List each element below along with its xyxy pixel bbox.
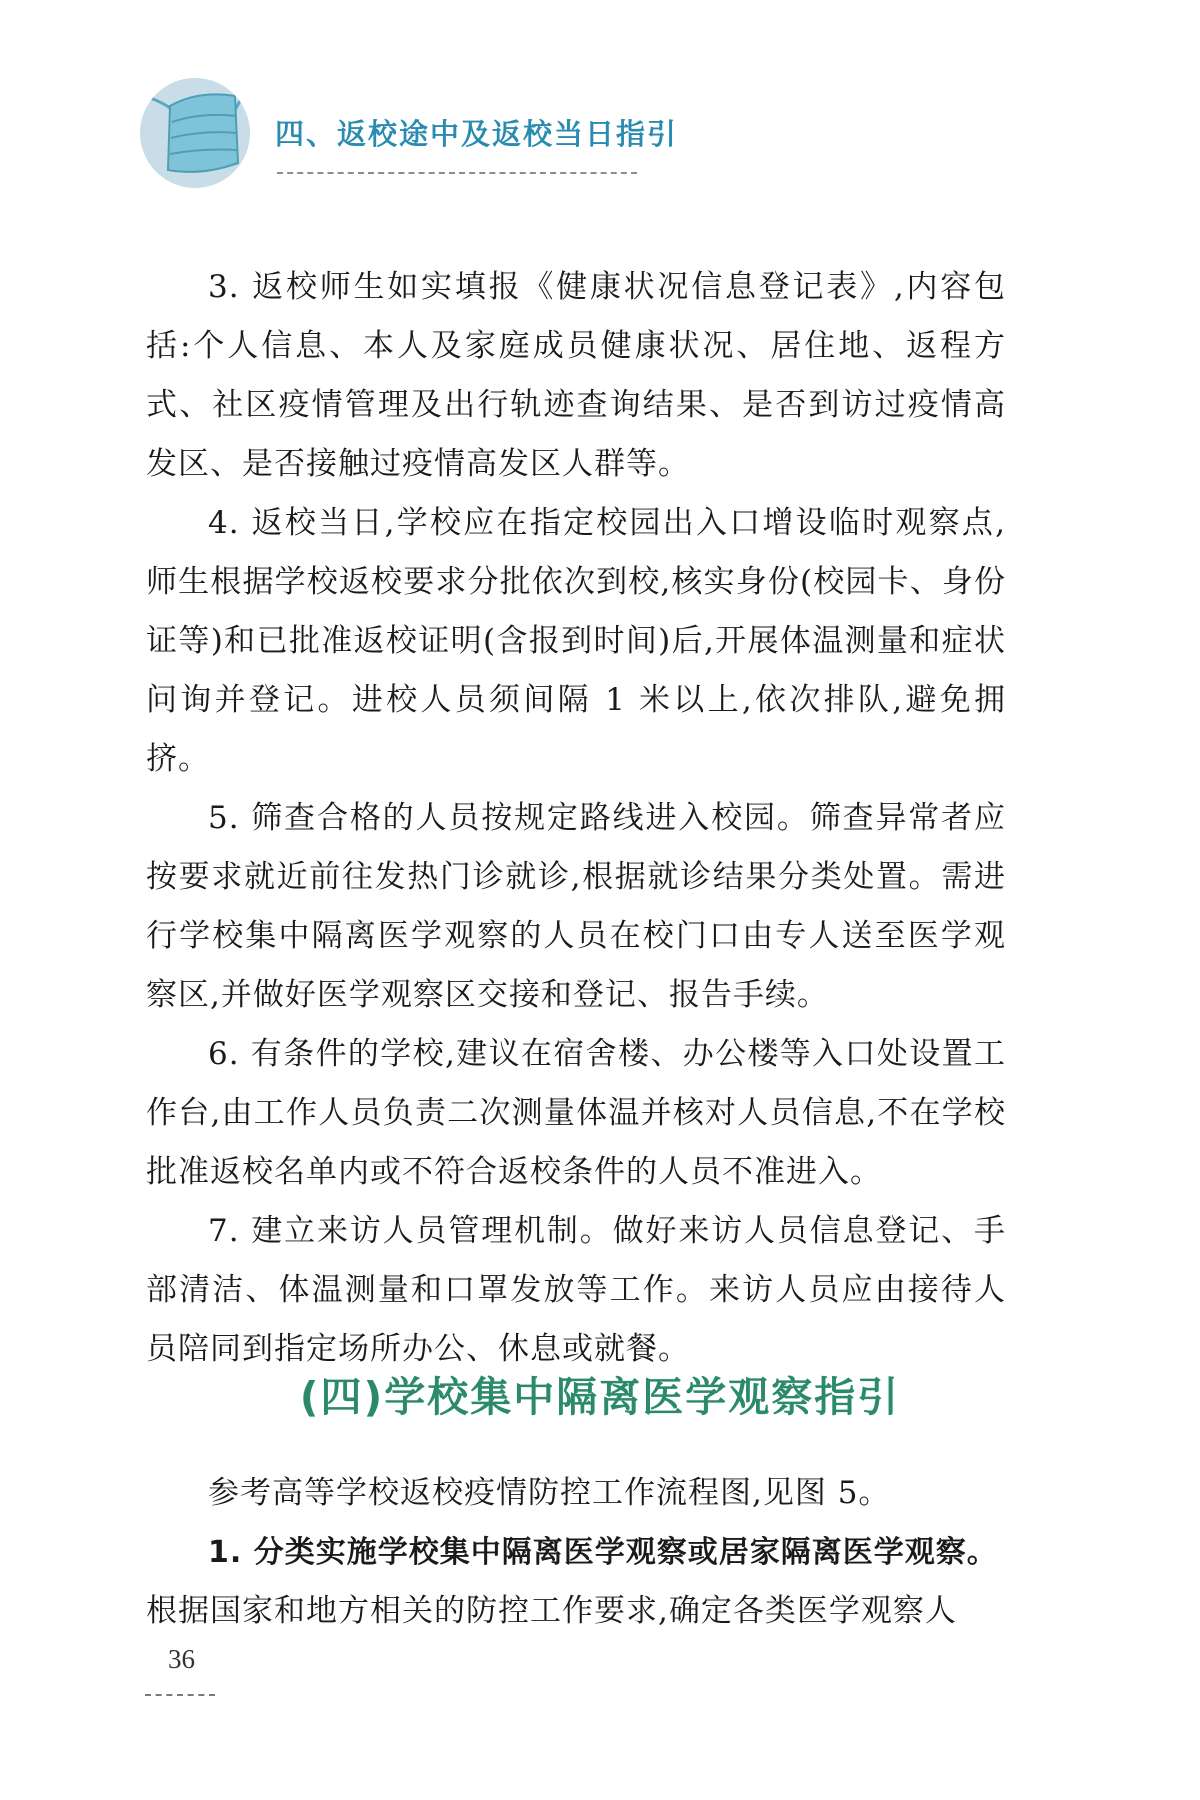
item1-heading: 1. 分类实施学校集中隔离医学观察或居家隔离医学观察。: [208, 1535, 998, 1570]
footer-divider: [145, 1694, 215, 1696]
chapter-title: 四、返校途中及返校当日指引: [275, 117, 679, 151]
paragraph-6: 6. 有条件的学校,建议在宿舍楼、办公楼等入口处设置工作台,由工作人员负责二次测量体温并核对人员信息,不在学校批准返校名单内或不符合返校条件的人员不准进入。: [146, 1036, 1006, 1190]
chapter-header: [140, 78, 679, 188]
section-body: [146, 1464, 1006, 1641]
body-text: [146, 258, 1006, 1379]
face-mask-icon: [140, 78, 250, 188]
header-divider: [277, 172, 637, 174]
item1-text: 根据国家和地方相关的防控工作要求,确定各类医学观察人: [146, 1593, 957, 1629]
page-number: 36: [168, 1644, 195, 1674]
paragraph-5: 5. 筛查合格的人员按规定路线进入校园。筛查异常者应按要求就近前往发热门诊就诊,根据就诊结果分类处置。需进行学校集中隔离医学观察的人员在校门口由专人送至医学观察区,并做好医学观察区交接和登记、报告手续。: [146, 800, 1006, 1013]
paragraph-4: 4. 返校当日,学校应在指定校园出入口增设临时观察点,师生根据学校返校要求分批依次到校,核实身份(校园卡、身份证等)和已批准返校证明(含报到时间)后,开展体温测量和症状问询并登记。进校人员须间隔 1 米以上,依次排队,避免拥挤。: [146, 505, 1006, 777]
paragraph-3: 3. 返校师生如实填报《健康状况信息登记表》,内容包括:个人信息、本人及家庭成员健康状况、居住地、返程方式、社区疫情管理及出行轨迹查询结果、是否到访过疫情高发区、是否接触过疫情高发区人群等。: [146, 269, 1006, 482]
section-heading: (四)学校集中隔离医学观察指引: [299, 1373, 901, 1421]
paragraph-7: 7. 建立来访人员管理机制。做好来访人员信息登记、手部清洁、体温测量和口罩发放等工作。来访人员应由接待人员陪同到指定场所办公、休息或就餐。: [146, 1213, 1006, 1367]
section-intro: 参考高等学校返校疫情防控工作流程图,见图 5。: [208, 1475, 891, 1511]
